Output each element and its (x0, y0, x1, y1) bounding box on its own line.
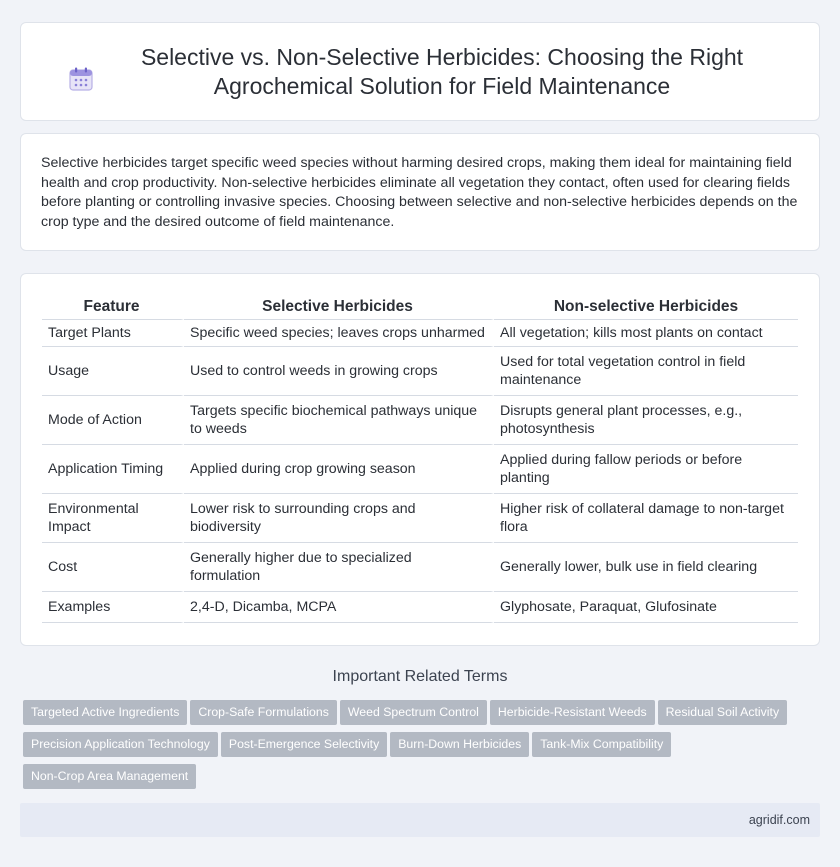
row-non-selective: Higher risk of collateral damage to non-target flora (494, 494, 798, 543)
tag-tank-mix-compatibility[interactable]: Tank-Mix Compatibility (532, 732, 671, 757)
row-selective: Lower risk to surrounding crops and biodiversity (184, 494, 494, 543)
row-selective: Applied during crop growing season (184, 445, 494, 494)
tag-precision-application-technology[interactable]: Precision Application Technology (23, 732, 218, 757)
tag-burn-down-herbicides[interactable]: Burn-Down Herbicides (390, 732, 529, 757)
row-selective: Generally higher due to specialized formulation (184, 543, 494, 592)
intro-card (20, 133, 820, 251)
tag-non-crop-area-management[interactable]: Non-Crop Area Management (23, 764, 196, 789)
table-header-row (42, 296, 798, 320)
footer (20, 803, 820, 837)
row-selective: 2,4-D, Dicamba, MCPA (184, 592, 494, 623)
tag-weed-spectrum-control[interactable]: Weed Spectrum Control (340, 700, 487, 725)
row-feature: Mode of Action (42, 396, 184, 445)
row-non-selective: Applied during fallow periods or before planting (494, 445, 798, 494)
tag-herbicide-resistant-weeds[interactable]: Herbicide-Resistant Weeds (490, 700, 655, 725)
header-feature: Feature (42, 296, 184, 320)
table-row (42, 320, 798, 347)
calendar-icon (68, 66, 94, 92)
table-row (42, 445, 798, 494)
related-terms-heading: Important Related Terms (332, 668, 508, 685)
row-non-selective: Generally lower, bulk use in field clearing (494, 543, 798, 592)
tag-residual-soil-activity[interactable]: Residual Soil Activity (658, 700, 787, 725)
row-feature: Target Plants (42, 320, 184, 347)
row-non-selective: Used for total vegetation control in field maintenance (494, 347, 798, 396)
header-selective: Selective Herbicides (184, 296, 494, 320)
table-row (42, 543, 798, 592)
row-selective: Used to control weeds in growing crops (184, 347, 494, 396)
tag-crop-safe-formulations[interactable]: Crop-Safe Formulations (190, 700, 337, 725)
title-wrap (40, 43, 800, 101)
row-feature: Application Timing (42, 445, 184, 494)
intro-text: Selective herbicides target specific weed species without harming desired crops, making them ideal for maintaining field health and crop productivity. Non-selective herbicides eliminate all vegetation they contact, often used for clearing fields before planting or controlling invasive species. Choosing between selective and non-selective herbicides depends on the crop type and the desired outcome of field maintenance. (41, 155, 798, 230)
table-row (42, 396, 798, 445)
tag-targeted-active-ingredients[interactable]: Targeted Active Ingredients (23, 700, 187, 725)
row-selective: Specific weed species; leaves crops unharmed (184, 320, 494, 347)
row-non-selective: All vegetation; kills most plants on contact (494, 320, 798, 347)
row-selective: Targets specific biochemical pathways unique to weeds (184, 396, 494, 445)
row-non-selective: Disrupts general plant processes, e.g., photosynthesis (494, 396, 798, 445)
row-feature: Environmental Impact (42, 494, 184, 543)
comparison-card (20, 273, 820, 646)
page-title: Selective vs. Non-Selective Herbicides: Choosing the Right Agrochemical Solution for Field Maintenance (140, 43, 744, 99)
title-card (20, 22, 820, 121)
row-non-selective: Glyphosate, Paraquat, Glufosinate (494, 592, 798, 623)
tag-post-emergence-selectivity[interactable]: Post-Emergence Selectivity (221, 732, 387, 757)
footer-site[interactable]: agridif.com (748, 813, 810, 827)
table-row (42, 592, 798, 623)
row-feature: Usage (42, 347, 184, 396)
row-feature: Cost (42, 543, 184, 592)
table-row (42, 347, 798, 396)
comparison-table (42, 296, 798, 623)
table-row (42, 494, 798, 543)
row-feature: Examples (42, 592, 184, 623)
related-terms-tags (23, 700, 803, 796)
header-non-selective: Non-selective Herbicides (494, 296, 798, 320)
